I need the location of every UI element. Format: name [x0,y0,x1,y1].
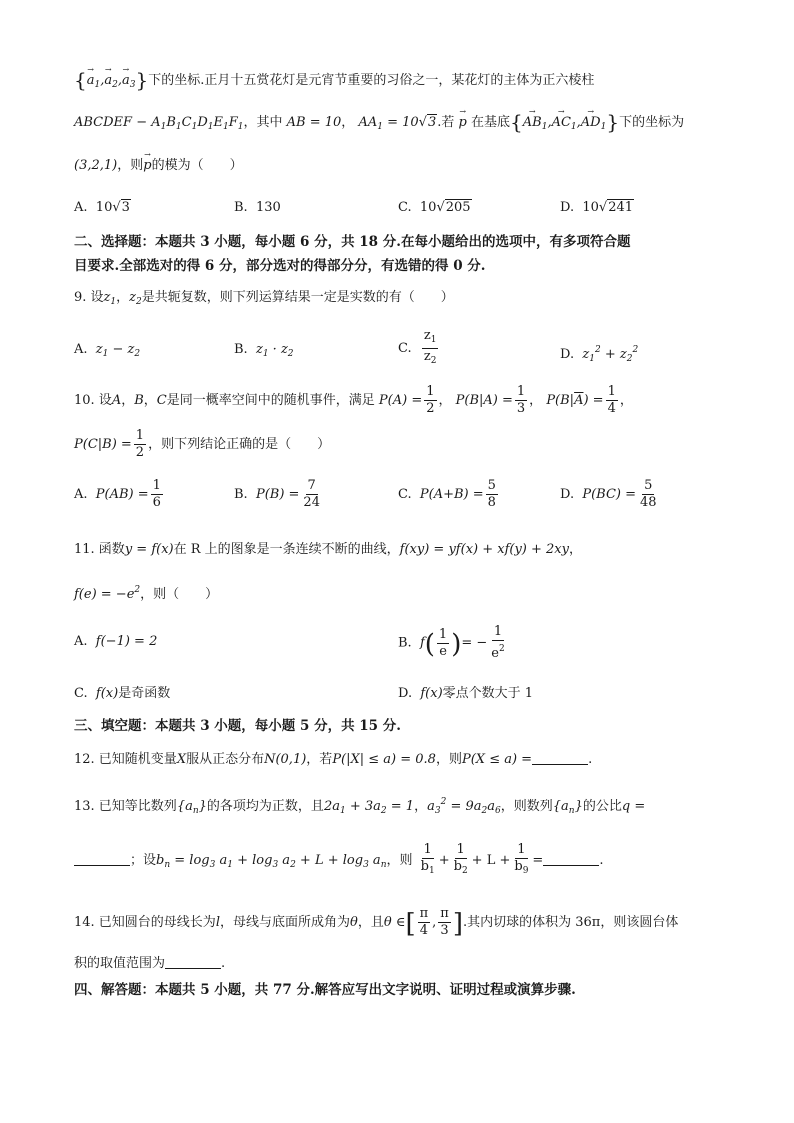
section4-heading: 四、解答题：本题共 5 小题，共 77 分.解答应写出文字说明、证明过程或演算步骤. [74,982,576,998]
q12-stem: 12. 已知随机变量X服从正态分布N(0,1)，若P(|X| ≤ a) = 0.8，则P(X ≤ a) = . [74,752,593,767]
q9-option-d[interactable]: D. $z_1^2 + z_2^2$ [560,345,639,364]
q8-option-d[interactable]: D. 10√241 [560,200,634,215]
q13-answer-blank-1[interactable] [74,851,130,866]
q12-answer-blank[interactable] [532,750,588,765]
q10-option-c[interactable]: C. P(A+B) = $\frac{5}{8}$ [398,478,496,510]
q10-option-b[interactable]: B. P(B) = $\frac{7}{24}$ [234,478,320,510]
q9-option-c[interactable]: C. $\frac{z_1}{z_2}$ [398,328,437,366]
section2-heading-line1: 二、选择题：本题共 3 小题，每小题 6 分，共 18 分.在每小题给出的选项中，有多项符合题 [74,234,631,250]
q11-stem-line2: $f(e) = -e^2$，则（ ） [74,585,219,602]
q10-option-a[interactable]: A. P(AB) = $\frac{1}{6}$ [74,478,161,510]
q9-stem: 9. 设$z_1$，$z_2$是共轭复数，则下列运算结果一定是实数的有（ ） [74,290,454,307]
q9-option-b[interactable]: B. $z_1 \cdot z_2$ [234,342,294,359]
q8-line1: {→ $a_1,\to a_2,\to a_3$}下的坐标.正月十五赏花灯是元宵节重要的习俗之一，某花灯的主体为正六棱柱 [74,70,594,95]
q8-option-a[interactable]: A. 10√3 [74,200,130,215]
q10-stem: 10. 设A，B，C是同一概率空间中的随机事件，满足 P(A) = $\frac{1}{2}$ ， P(B|A) = $\frac{1}{3}$ ， $P(B|\overline{A})$ = $\frac{1}{4}$ ， [74,384,633,416]
q14-stem: 14. 已知圆台的母线长为l，母线与底面所成角为θ，且θ ∈[ $\frac{\pi}{4}$ , $\frac{\pi}{3}$ ].其内切球的体积为 36π，则该圆台体 [74,906,679,939]
q13-answer-blank-2[interactable] [543,851,599,866]
q10-stem-line2: P(C|B) = $\frac{1}{2}$ ，则下列结论正确的是（ ） [74,428,331,460]
q8-line1-text: 下的坐标.正月十五赏花灯是元宵节重要的习俗之一，某花灯的主体为正六棱柱 [148,73,595,88]
q11-option-d[interactable]: D. f(x)零点个数大于 1 [398,686,534,701]
q14-answer-blank[interactable] [165,954,221,969]
q10-option-d[interactable]: D. P(BC) = $\frac{5}{48}$ [560,478,657,510]
section3-heading: 三、填空题：本题共 3 小题，每小题 5 分，共 15 分. [74,718,401,734]
q14-stem-line2: 积的取值范围为 . [74,956,226,971]
q11-option-b[interactable]: B. f( $\frac{1}{e}$ )= − $\frac{1}{e^2}$ [398,624,505,661]
q13-stem-line2: ；设$b_n = \log_3 a_1 + \log_3 a_2 + L + \log_3 a_n$，则 $\frac{1}{b_1}$ + $\frac{1}{b_2}$ + L + $\frac{1}{b_9}$ = . [74,842,603,879]
section2-heading-line2: 目要求.全部选对的得 6 分，部分选对的得部分分，有选错的得 0 分. [74,258,486,274]
q8-option-c[interactable]: C. 10√205 [398,200,471,215]
q13-stem: 13. 已知等比数列$\{a_n\}$的各项均为正数，且$2a_1 + 3a_2 = 1$，$a_3^2 = 9a_2a_6$，则数列$\{a_n\}$的公比q = [74,797,646,816]
q8-line3: (3,2,1)，则→ p的模为（ ） [74,156,243,176]
q9-option-a[interactable]: A. $z_1 - z_2$ [74,342,141,359]
q11-option-a[interactable]: A. f(−1) = 2 [74,634,158,649]
q8-option-b[interactable]: B. 130 [234,200,281,215]
q8-line2: ABCDEF − $A_1B_1C_1D_1E_1F_1$，其中 AB = 10， $AA_1 = 10√3$.若 → p 在基底{→ $AB_1,\to AC_1,\to AD_1$}下的坐标为 [74,112,684,137]
q11-stem: 11. 函数y = f(x)在 R 上的图象是一条连续不断的曲线，f(xy) = yf(x) + xf(y) + 2xy， [74,542,582,557]
q11-option-c[interactable]: C. f(x)是奇函数 [74,686,171,701]
